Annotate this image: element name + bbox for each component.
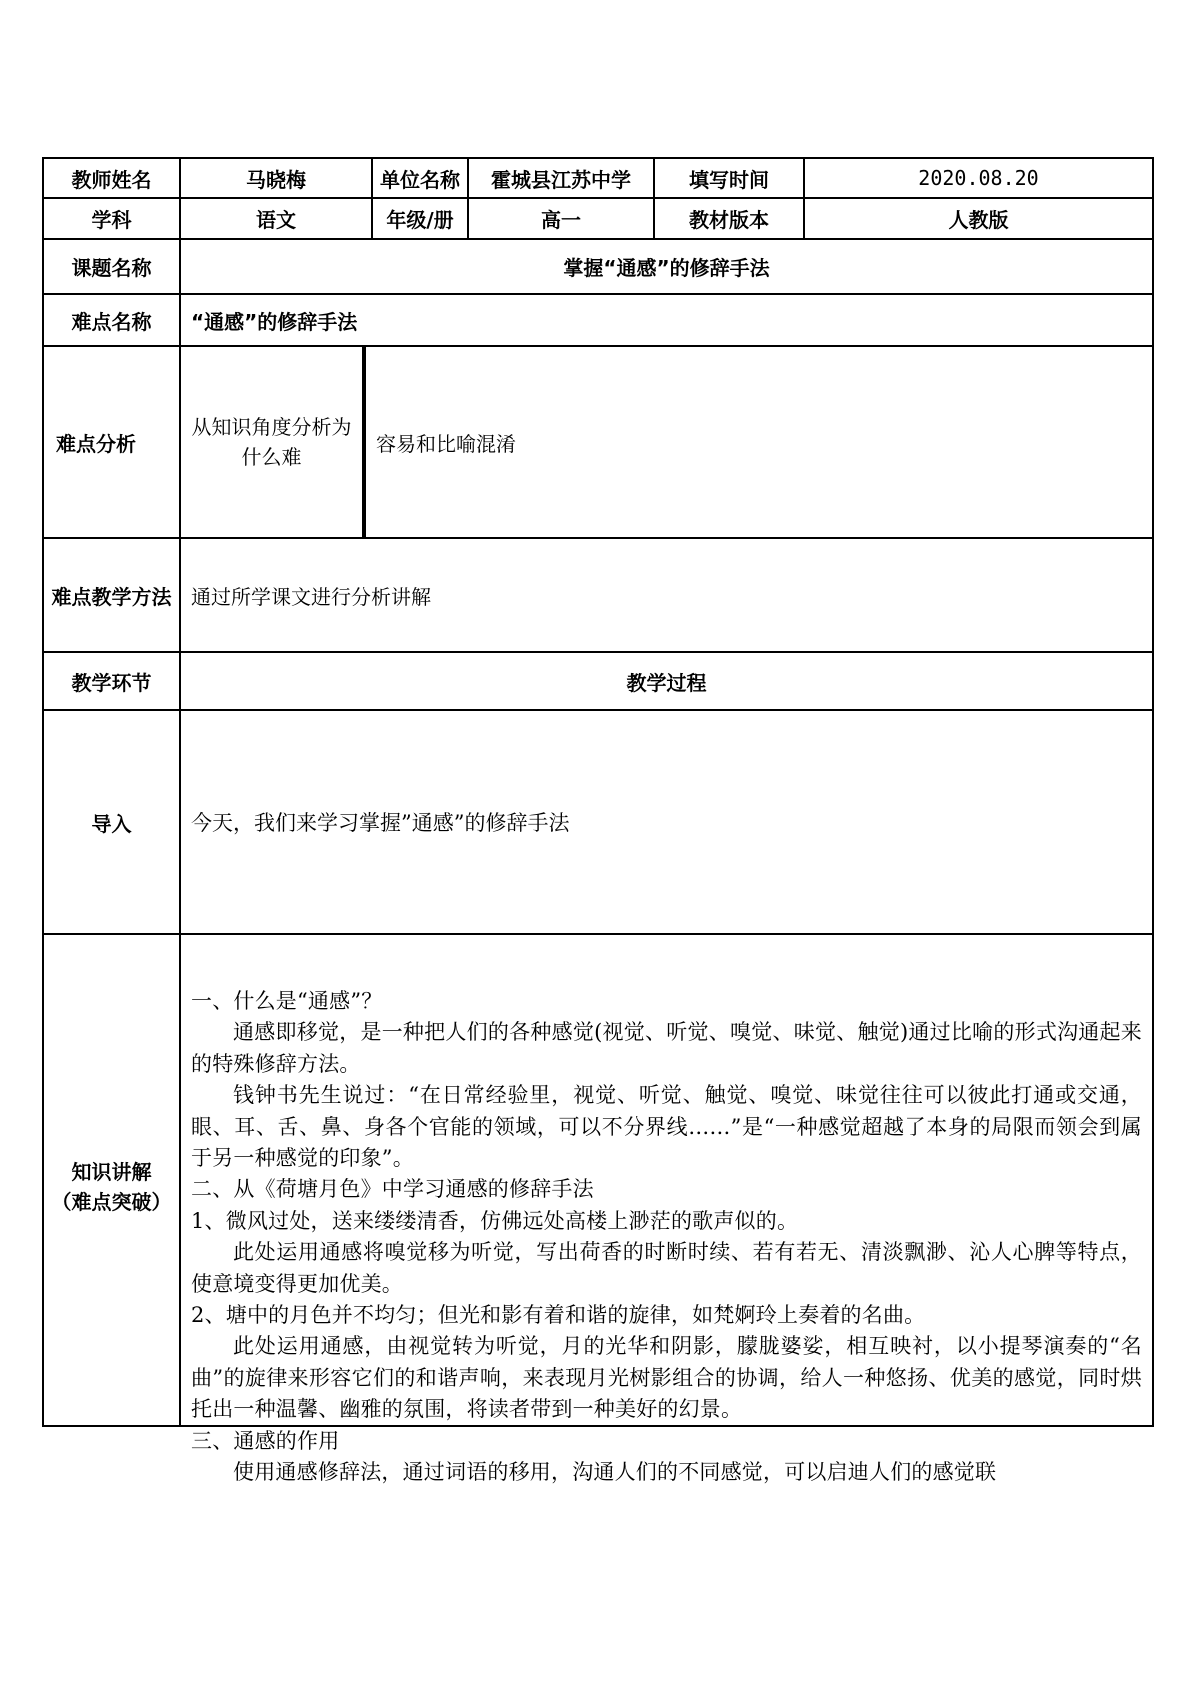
date-label: 填写时间 xyxy=(654,158,804,198)
knowledge-content-cell xyxy=(180,934,1153,1485)
knowledge-paragraph: 此处运用通感将嗅觉移为听觉，写出荷香的时断时续、若有若无、清淡飘渺、沁人心脾等特点，使意境变得更加优美。 xyxy=(191,1240,1142,1296)
knowledge-heading-1: 一、什么是“通感”？ xyxy=(191,989,383,1013)
analysis-row xyxy=(43,346,1153,538)
method-value: 通过所学课文进行分析讲解 xyxy=(180,538,1153,652)
textbook-label: 教材版本 xyxy=(654,198,804,239)
intro-row xyxy=(43,710,1153,934)
difficulty-row xyxy=(43,294,1153,346)
analysis-sublabel-line1: 从知识角度分析为 xyxy=(191,415,352,439)
knowledge-example-1: 1、微风过处，送来缕缕清香，仿佛远处高楼上渺茫的歌声似的。 xyxy=(191,1208,799,1233)
knowledge-paragraph: 通感即移觉，是一种把人们的各种感觉(视觉、听觉、嗅觉、味觉、触觉)通过比喻的形式沟通起来的特殊修辞方法。 xyxy=(191,1020,1142,1076)
subject-value: 语文 xyxy=(180,198,372,239)
difficulty-value: “通感”的修辞手法 xyxy=(180,294,1153,346)
difficulty-label: 难点名称 xyxy=(43,294,180,346)
textbook-value: 人教版 xyxy=(804,198,1153,239)
intro-value: 今天，我们来学习掌握”通感”的修辞手法 xyxy=(180,710,1153,934)
topic-value: 掌握“通感”的修辞手法 xyxy=(180,239,1153,294)
knowledge-paragraph: 钱钟书先生说过：“在日常经验里，视觉、听觉、触觉、嗅觉、味觉往往可以彼此打通或交通，眼、耳、舌、鼻、身各个官能的领域，可以不分界线……”是“一种感觉超越了本身的局限而领会到属于另一种感觉的印象”。 xyxy=(191,1083,1142,1171)
grade-label: 年级/册 xyxy=(372,198,468,239)
date-value: 2020.08.20 xyxy=(804,158,1153,198)
knowledge-heading-3: 三、通感的作用 xyxy=(191,1428,340,1453)
process-value: 教学过程 xyxy=(180,652,1153,710)
topic-row xyxy=(43,239,1153,294)
knowledge-body xyxy=(181,954,1152,1485)
process-header-row xyxy=(43,652,1153,710)
method-row xyxy=(43,538,1153,652)
intro-label: 导入 xyxy=(43,710,180,934)
unit-value: 霍城县江苏中学 xyxy=(468,158,654,198)
header-row-1 xyxy=(43,158,1153,198)
topic-label: 课题名称 xyxy=(43,239,180,294)
method-label: 难点教学方法 xyxy=(43,538,180,652)
grade-value: 高一 xyxy=(468,198,654,239)
header-row-2 xyxy=(43,198,1153,239)
knowledge-label-line1: 知识讲解 xyxy=(71,1160,152,1184)
knowledge-example-2: 2、塘中的月色并不均匀；但光和影有着和谐的旋律，如梵婀玲上奏着的名曲。 xyxy=(191,1303,926,1328)
analysis-sublabel-line2: 什么难 xyxy=(241,445,302,469)
analysis-value: 容易和比喻混淆 xyxy=(364,346,1153,538)
analysis-sublabel xyxy=(180,346,364,538)
subject-label: 学科 xyxy=(43,198,180,239)
analysis-label: 难点分析 xyxy=(43,346,180,538)
knowledge-paragraph: 使用通感修辞法，通过词语的移用，沟通人们的不同感觉，可以启迪人们的感觉联 xyxy=(233,1460,997,1485)
knowledge-paragraph: 此处运用通感，由视觉转为听觉，月的光华和阴影，朦胧婆娑，相互映衬，以小提琴演奏的“名曲”的旋律来形容它们的和谐声响，来表现月光树影组合的协调，给人一种悠扬、优美的感觉，同时烘托出一种温馨、幽雅的氛围，将读者带到一种美好的幻景。 xyxy=(191,1334,1142,1422)
knowledge-label-line2: （难点突破） xyxy=(51,1190,172,1214)
teacher-label: 教师姓名 xyxy=(43,158,180,198)
unit-label: 单位名称 xyxy=(372,158,468,198)
knowledge-label-cell xyxy=(43,934,180,1426)
process-label: 教学环节 xyxy=(43,652,180,710)
knowledge-row xyxy=(43,934,1153,1426)
knowledge-heading-2: 二、从《荷塘月色》中学习通感的修辞手法 xyxy=(191,1177,594,1202)
lesson-plan-table xyxy=(42,157,1154,1485)
teacher-value: 马晓梅 xyxy=(180,158,372,198)
